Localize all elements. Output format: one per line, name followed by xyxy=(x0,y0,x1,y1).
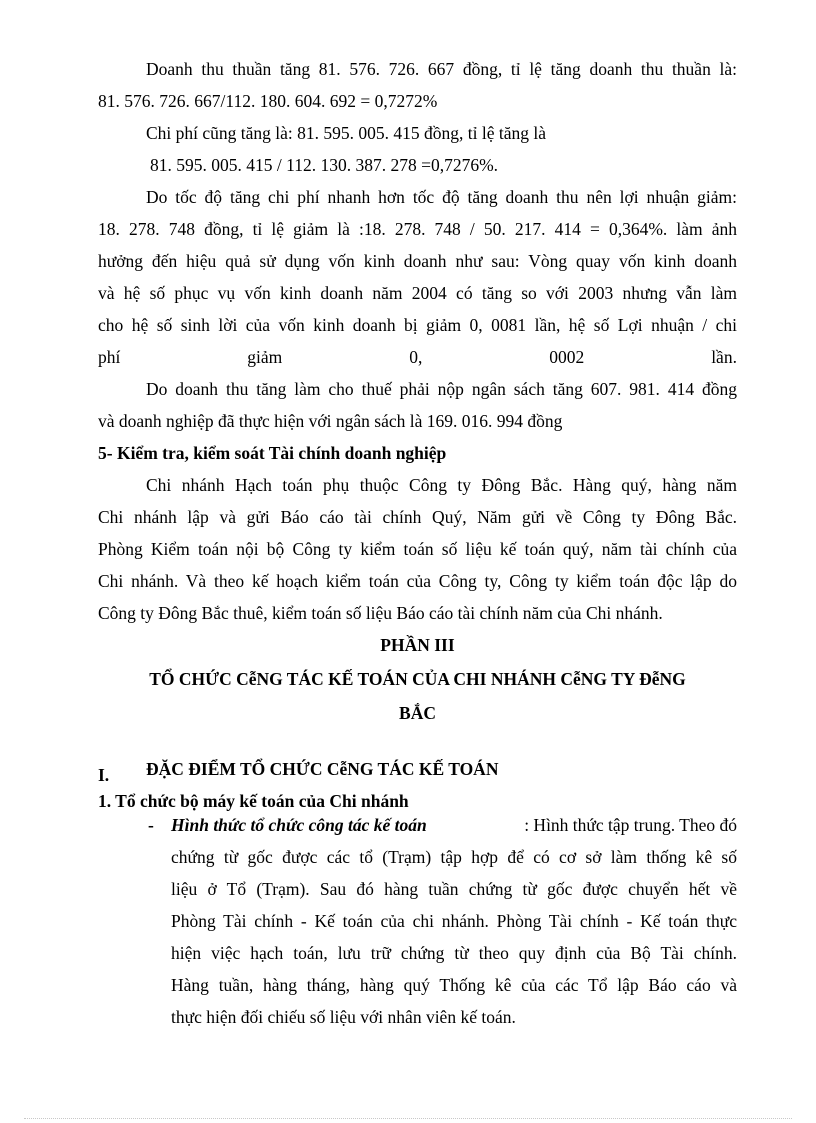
paragraph-line: 81. 576. 726. 667/112. 180. 604. 692 = 0,7272% xyxy=(98,91,438,111)
part-title-cont: BẮC xyxy=(399,703,436,723)
bullet-line: hiện việc hạch toán, lưu trữ chứng từ theo quy định của Bộ Tài chính. xyxy=(171,943,737,963)
word: phí xyxy=(98,347,121,367)
bullet-text: : Hình thức tập trung. Theo đó xyxy=(519,815,737,835)
word: giảm xyxy=(247,347,283,367)
bullet-line: thực hiện đối chiếu số liệu với nhân viên kế toán. xyxy=(171,1007,516,1027)
word: 0002 xyxy=(549,347,585,367)
section-title: ĐẶC ĐIỂM TỔ CHỨC CễNG TÁC KẾ TOÁN xyxy=(146,759,499,779)
part-title: TỔ CHỨC CễNG TÁC KẾ TOÁN CỦA CHI NHÁNH CễNG TY ĐễNG xyxy=(149,669,686,689)
bullet-dash: - xyxy=(148,815,154,835)
paragraph-line xyxy=(98,346,737,368)
paragraph-line: 18. 278. 748 đồng, tỉ lệ giảm là :18. 278. 748 / 50. 217. 414 = 0,364%. làm ảnh xyxy=(98,219,737,239)
word: 0, xyxy=(409,347,423,367)
bullet-label: Hình thức tổ chức công tác kế toán xyxy=(171,815,427,835)
page-border-dotted xyxy=(24,1118,792,1119)
paragraph-line: Do doanh thu tăng làm cho thuế phải nộp ngân sách tăng 607. 981. 414 đồng xyxy=(146,379,737,399)
paragraph-line: Chi nhánh. Và theo kế hoạch kiểm toán của Công ty, Công ty kiểm toán độc lập do xyxy=(98,571,737,591)
paragraph-line: Doanh thu thuần tăng 81. 576. 726. 667 đồng, tỉ lệ tăng doanh thu thuần là: xyxy=(146,59,737,79)
paragraph-line: Công ty Đông Bắc thuê, kiểm toán số liệu Báo cáo tài chính năm của Chi nhánh. xyxy=(98,603,663,623)
paragraph-line: Chi nhánh Hạch toán phụ thuộc Công ty Đông Bắc. Hàng quý, hàng năm xyxy=(146,475,737,495)
paragraph-line: Chi phí cũng tăng là: 81. 595. 005. 415 đồng, tỉ lệ tăng là xyxy=(146,123,547,143)
word: lần. xyxy=(711,347,737,367)
subsection-heading: 1. Tổ chức bộ máy kế toán của Chi nhánh xyxy=(98,791,409,811)
paragraph-line: và hệ số phục vụ vốn kinh doanh năm 2004 có tăng so với 2003 nhưng vẫn làm xyxy=(98,283,737,303)
paragraph-line: cho hệ số sinh lời của vốn kinh doanh bị giảm 0, 0081 lần, hệ số Lợi nhuận / chi xyxy=(98,315,737,335)
paragraph-line: Chi nhánh lập và gửi Báo cáo tài chính Quý, Năm gửi về Công ty Đông Bắc. xyxy=(98,507,737,527)
paragraph-line: Do tốc độ tăng chi phí nhanh hơn tốc độ tăng doanh thu nên lợi nhuận giảm: xyxy=(146,187,737,207)
bullet-line: Phòng Tài chính - Kế toán của chi nhánh. Phòng Tài chính - Kế toán thực xyxy=(171,911,737,931)
bullet-line: liệu ở Tổ (Trạm). Sau đó hàng tuần chứng từ gốc được chuyển hết về xyxy=(171,879,737,899)
bullet-line: Hàng tuần, hàng tháng, hàng quý Thống kê của các Tổ lập Báo cáo và xyxy=(171,975,737,995)
bullet-line: chứng từ gốc được các tổ (Trạm) tập hợp để có cơ sở làm thống kê số xyxy=(171,847,737,867)
part-label: PHẦN III xyxy=(380,635,455,655)
paragraph-line: và doanh nghiệp đã thực hiện với ngân sách là 169. 016. 994 đồng xyxy=(98,411,563,431)
paragraph-line: hưởng đến hiệu quả sử dụng vốn kinh doanh như sau: Vòng quay vốn kinh doanh xyxy=(98,251,737,271)
paragraph-line: 81. 595. 005. 415 / 112. 130. 387. 278 =0,7276%. xyxy=(150,155,499,175)
paragraph-line: Phòng Kiểm toán nội bộ Công ty kiểm toán số liệu kế toán quý, năm tài chính của xyxy=(98,539,737,559)
bullet-first-line xyxy=(171,814,737,836)
section-heading: 5- Kiểm tra, kiểm soát Tài chính doanh nghiệp xyxy=(98,443,447,463)
section-number: I. xyxy=(98,765,110,785)
